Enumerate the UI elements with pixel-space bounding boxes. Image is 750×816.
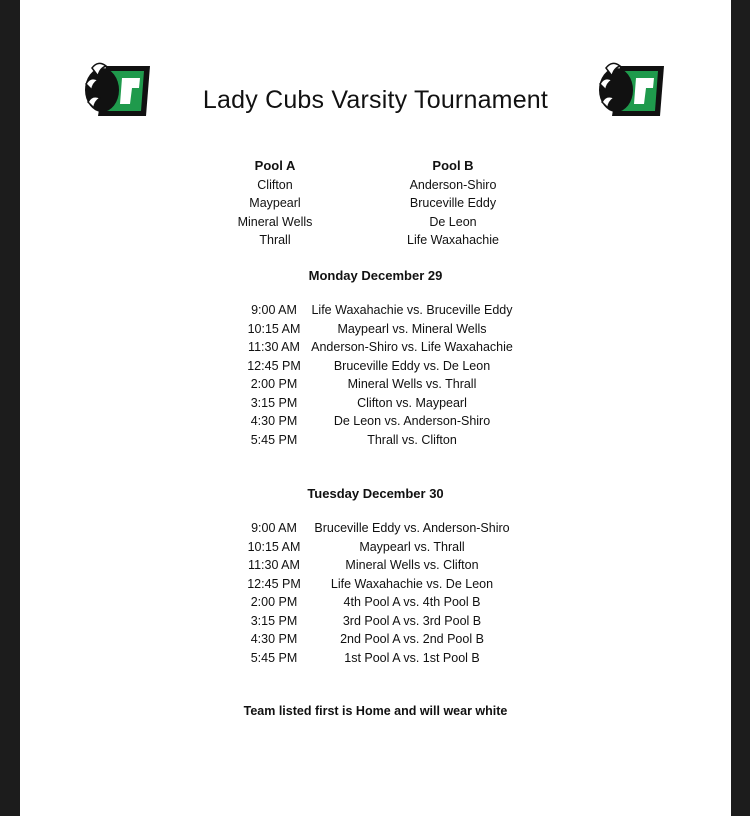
pool-a-team: Mineral Wells: [237, 214, 313, 229]
pool-a-team: Clifton: [257, 177, 293, 192]
schedule-row: [20, 396, 731, 415]
game-matchup: Mineral Wells vs. Thrall: [347, 377, 477, 391]
schedule-row: [20, 614, 731, 633]
game-time: 3:15 PM: [250, 613, 298, 628]
game-matchup: Life Waxahachie vs. Bruceville Eddy: [311, 303, 513, 317]
game-matchup: Anderson-Shiro vs. Life Waxahachie: [311, 340, 513, 354]
game-matchup: 2nd Pool A vs. 2nd Pool B: [340, 632, 484, 646]
pool-b-team: De Leon: [429, 214, 477, 229]
schedule-row: [20, 340, 731, 359]
game-time: 9:00 AM: [251, 303, 297, 317]
game-matchup: Thrall vs. Clifton: [367, 432, 457, 447]
pool-b-heading: Pool B: [432, 158, 474, 173]
game-matchup: Bruceville Eddy vs. De Leon: [333, 358, 491, 373]
game-time: 11:30 AM: [248, 340, 300, 354]
schedule-row: [20, 377, 731, 396]
pool-a-team: Thrall: [259, 233, 291, 247]
game-matchup: De Leon vs. Anderson-Shiro: [333, 414, 491, 428]
game-time: 10:15 AM: [247, 321, 301, 336]
schedule-row: [20, 359, 731, 378]
day-heading-tuesday: Tuesday December 30: [307, 486, 444, 501]
document-page: [20, 0, 731, 816]
game-time: 4:30 PM: [250, 414, 298, 428]
schedule-row: [20, 540, 731, 559]
game-time: 9:00 AM: [251, 521, 297, 535]
pool-a-heading: Pool A: [254, 158, 296, 173]
schedule-row: [20, 521, 731, 540]
tuesday-schedule: [20, 521, 731, 669]
game-time: 4:30 PM: [250, 632, 298, 646]
game-matchup: Mineral Wells vs. Clifton: [345, 558, 479, 572]
schedule-row: [20, 632, 731, 651]
game-time: 2:00 PM: [250, 377, 298, 391]
schedule-row: [20, 558, 731, 577]
schedule-row: [20, 414, 731, 433]
schedule-row: [20, 322, 731, 341]
game-time: 11:30 AM: [248, 558, 300, 572]
schedule-row: [20, 651, 731, 670]
schedule-row: [20, 595, 731, 614]
pool-a-team: Maypearl: [249, 196, 301, 210]
schedule-row: [20, 577, 731, 596]
game-time: 5:45 PM: [250, 432, 298, 447]
game-time: 2:00 PM: [250, 595, 298, 609]
game-time: 12:45 PM: [247, 358, 301, 373]
game-matchup: Clifton vs. Maypearl: [357, 395, 467, 410]
game-matchup: 1st Pool A vs. 1st Pool B: [344, 650, 480, 665]
game-matchup: Life Waxahachie vs. De Leon: [330, 576, 494, 591]
game-time: 12:45 PM: [247, 576, 301, 591]
game-time: 10:15 AM: [247, 539, 301, 554]
page-title: Lady Cubs Varsity Tournament: [202, 86, 549, 114]
game-matchup: Maypearl vs. Mineral Wells: [337, 321, 487, 336]
schedule-row: [20, 303, 731, 322]
day-heading-monday: Monday December 29: [308, 268, 443, 283]
game-matchup: 4th Pool A vs. 4th Pool B: [343, 595, 481, 609]
pool-b-team: Anderson-Shiro: [409, 177, 497, 192]
game-matchup: Bruceville Eddy vs. Anderson-Shiro: [314, 521, 510, 535]
game-matchup: Maypearl vs. Thrall: [359, 539, 465, 554]
game-time: 3:15 PM: [250, 395, 298, 410]
monday-schedule: [20, 303, 731, 451]
pool-b-team: Life Waxahachie: [407, 233, 499, 247]
pool-a-list: [185, 157, 365, 250]
game-time: 5:45 PM: [250, 650, 298, 665]
pool-b-list: [363, 157, 543, 250]
home-team-note: Team listed first is Home and will wear white: [243, 704, 508, 718]
game-matchup: 3rd Pool A vs. 3rd Pool B: [342, 613, 482, 628]
pool-b-team: Bruceville Eddy: [409, 196, 497, 210]
schedule-row: [20, 433, 731, 452]
